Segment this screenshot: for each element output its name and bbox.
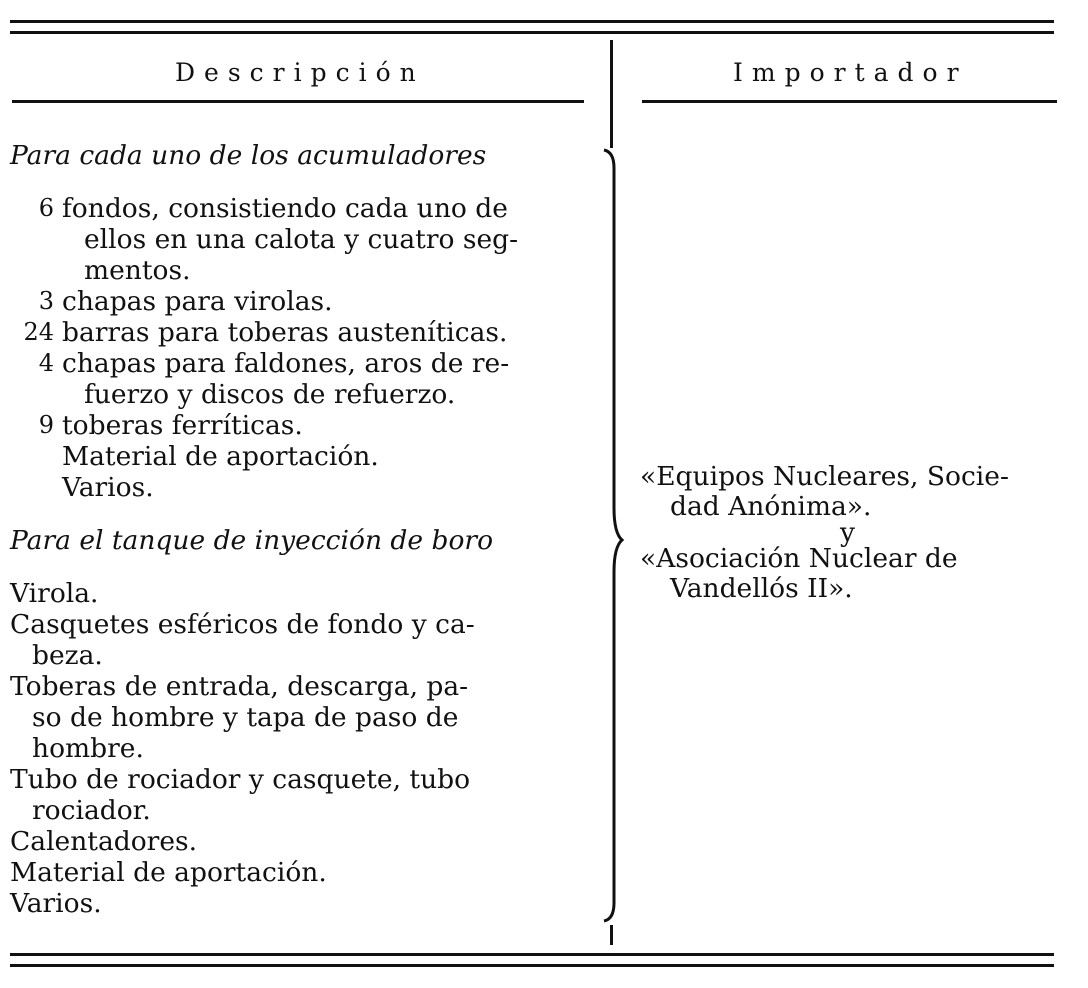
item-text: mentos.: [84, 255, 191, 286]
item-line: [62, 472, 590, 503]
column-separator-bottom: [610, 925, 613, 945]
list-item: [10, 671, 590, 764]
item-line: [10, 795, 590, 826]
top-rule-2: [10, 31, 1054, 34]
item-line: [10, 733, 590, 764]
item-quantity: 4: [38, 349, 54, 377]
list-item: [10, 888, 590, 919]
grouping-brace: [598, 148, 628, 923]
header-importer-underline: [642, 100, 1057, 103]
item-line: [38, 410, 590, 441]
item-line: [10, 826, 590, 857]
item-line: [10, 671, 590, 702]
item-text: ellos en una calota y cuatro seg-: [84, 224, 519, 255]
importer-line-1: «Equipos Nucleares, Socie-: [640, 461, 1009, 492]
column-separator-top: [610, 40, 613, 148]
item-text: beza.: [32, 640, 103, 671]
header-importer: Importador: [733, 58, 968, 87]
section-gap: [10, 171, 590, 193]
importer-line-3: «Asociación Nuclear de: [640, 543, 958, 574]
item-line: [62, 379, 590, 410]
item-line: [10, 578, 590, 609]
item-text: chapas para faldones, aros de re-: [62, 348, 510, 379]
item-text: Casquetes esféricos de fondo y ca-: [10, 609, 475, 640]
list-item: [10, 609, 590, 671]
bottom-rule: [10, 953, 1054, 956]
importer-column: [640, 462, 1060, 604]
item-text: fuerzo y discos de refuerzo.: [84, 379, 456, 410]
item-line: [10, 857, 590, 888]
header-description-underline: [12, 100, 584, 103]
item-line: [10, 888, 590, 919]
list-item: [10, 348, 590, 410]
section-gap: [10, 556, 590, 578]
section-title: Para el tanque de inyección de boro: [10, 525, 494, 556]
item-line: [10, 609, 590, 640]
list-item: [10, 472, 590, 503]
item-text: fondos, consistiendo cada uno de: [62, 193, 508, 224]
top-rule: [10, 20, 1054, 23]
item-text: chapas para virolas.: [62, 286, 333, 317]
item-text: Tubo de rociador y casquete, tubo: [10, 764, 471, 795]
item-line: [23, 317, 590, 348]
list-item: [10, 317, 590, 348]
item-text: hombre.: [32, 733, 144, 764]
item-quantity: 6: [38, 194, 54, 222]
item-text: Material de aportación.: [10, 857, 327, 888]
importer-conjunction: y: [840, 517, 855, 548]
list-item: [10, 441, 590, 472]
item-line: [10, 764, 590, 795]
item-quantity: 9: [38, 411, 54, 439]
item-quantity: 24: [23, 318, 54, 346]
item-text: Toberas de entrada, descarga, pa-: [10, 671, 469, 702]
item-line: [62, 224, 590, 255]
item-text: rociador.: [32, 795, 151, 826]
description-column: [10, 140, 590, 919]
item-text: toberas ferríticas.: [62, 410, 303, 441]
header-description: Descripción: [175, 58, 425, 87]
list-item: [10, 193, 590, 286]
item-line: [38, 348, 590, 379]
importer-line-2: dad Anónima».: [670, 491, 872, 522]
section-title: Para cada uno de los acumuladores: [10, 140, 487, 171]
item-line: [10, 640, 590, 671]
item-text: so de hombre y tapa de paso de: [32, 702, 459, 733]
bottom-rule-2: [10, 964, 1054, 967]
item-line: [38, 286, 590, 317]
section-gap: [10, 503, 590, 525]
item-text: Calentadores.: [10, 826, 198, 857]
list-item: [10, 826, 590, 857]
item-quantity: 3: [38, 287, 54, 315]
item-text: barras para toberas austeníticas.: [62, 317, 508, 348]
item-text: Material de aportación.: [62, 441, 379, 472]
list-item: [10, 764, 590, 826]
item-text: Virola.: [10, 578, 99, 609]
item-line: [62, 441, 590, 472]
list-item: [10, 578, 590, 609]
list-item: [10, 286, 590, 317]
item-line: [62, 255, 590, 286]
item-text: Varios.: [10, 888, 102, 919]
list-item: [10, 410, 590, 441]
item-text: Varios.: [62, 472, 154, 503]
list-item: [10, 857, 590, 888]
item-line: [10, 702, 590, 733]
item-line: [38, 193, 590, 224]
importer-line-4: Vandellós II».: [670, 573, 853, 604]
